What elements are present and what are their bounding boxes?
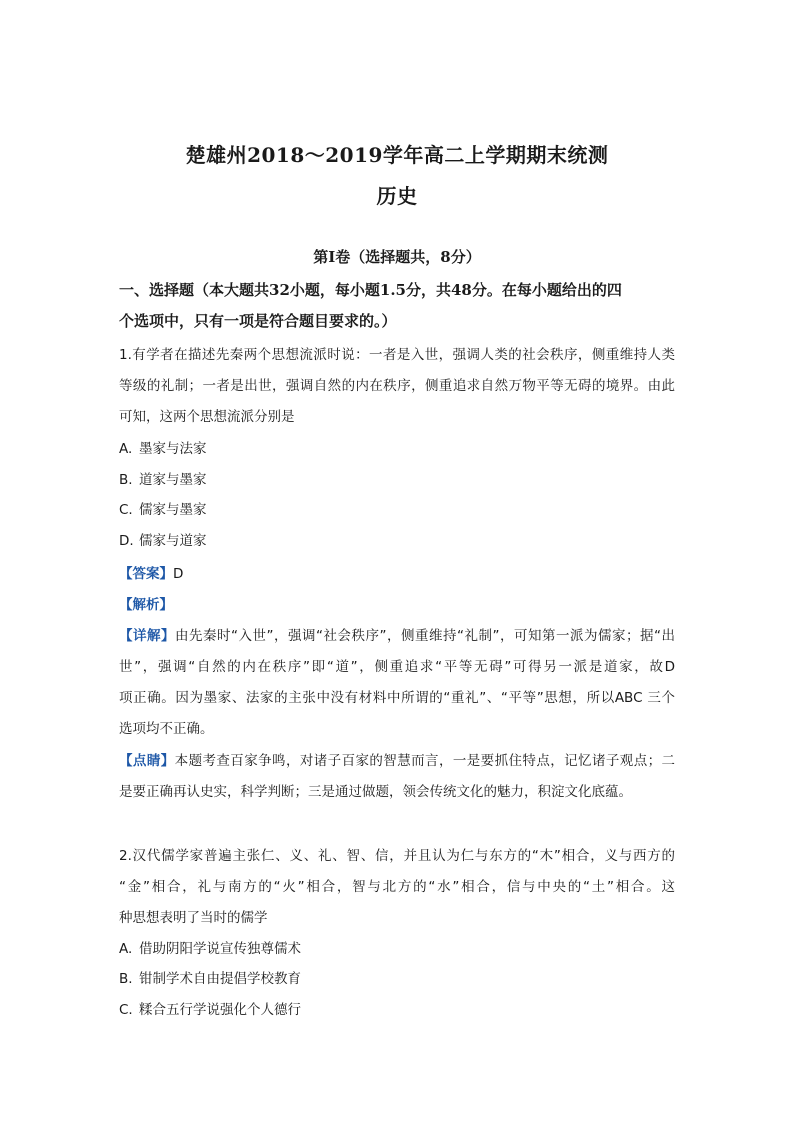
option-key: A. [119, 441, 133, 457]
q1-detail-line: 项正确。因为墨家、法家的主张中没有材料中所谓的“重礼”、“平等”思想，所以ABC 三个 [119, 690, 675, 706]
option-key: A. [119, 941, 133, 957]
q1-option-d [119, 529, 207, 549]
section-title: 第Ⅰ卷（选择题共，8分） [313, 248, 481, 266]
subject-title: 历史 [376, 184, 418, 208]
q1-comment-line: 是要正确再认史实，科学判断；三是通过做题，领会传统文化的魅力，积淀文化底蕴。 [119, 784, 632, 800]
option-text: 糅合五行学说强化个人德行 [139, 1002, 301, 1018]
instruction-line: 个选项中，只有一项是符合题目要求的。） [119, 312, 397, 330]
q1-stem-line: 1.有学者在描述先秦两个思想流派时说：一者是入世，强调人类的社会秩序，侧重维持人类 [119, 347, 675, 363]
q2-option-a [119, 937, 301, 957]
q1-option-b [119, 468, 207, 488]
document-title: 楚雄州2018～2019学年高二上学期期末统测 [185, 143, 609, 167]
answer-value: D [173, 566, 184, 582]
q1-comment-line [119, 749, 675, 769]
q1-answer [119, 562, 183, 582]
option-key: B. [119, 971, 133, 987]
q2-stem-line: “金”相合，礼与南方的“火”相合，智与北方的“水”相合，信与中央的“土”相合。这 [119, 879, 675, 895]
option-key: C. [119, 502, 133, 518]
option-key: D. [119, 533, 134, 549]
q2-option-c [119, 998, 301, 1018]
instruction-line: 一、选择题（本大题共32小题，每小题1.5分，共48分。在每小题给出的四 [119, 281, 622, 299]
answer-tag: 【答案】 [119, 566, 173, 582]
analysis-tag: 【解析】 [119, 597, 173, 613]
q1-option-c [119, 498, 207, 518]
option-text: 钳制学术自由提倡学校教育 [139, 971, 301, 987]
option-text: 墨家与法家 [139, 441, 207, 457]
q1-option-a [119, 437, 207, 457]
q1-stem-line: 可知，这两个思想流派分别是 [119, 409, 295, 425]
option-text: 借助阴阳学说宣传独尊儒术 [139, 941, 301, 957]
q2-option-b [119, 967, 301, 987]
q1-analysis [119, 593, 173, 613]
option-text: 道家与墨家 [139, 472, 207, 488]
q1-detail-line: 选项均不正确。 [119, 721, 214, 737]
q2-stem-line: 种思想表明了当时的儒学 [119, 910, 268, 926]
q1-stem-line: 等级的礼制；一者是出世，强调自然的内在秩序，侧重追求自然万物平等无碍的境界。由此 [119, 378, 675, 394]
detail-text: 由先秦时“入世”，强调“社会秩序”，侧重维持“礼制”，可知第一派为儒家；据“出 [175, 628, 676, 644]
option-text: 儒家与道家 [139, 533, 207, 549]
option-text: 儒家与墨家 [139, 502, 207, 518]
section-instruction [119, 275, 679, 337]
comment-tag: 【点睛】 [119, 753, 175, 769]
q2-stem-line: 2.汉代儒学家普遍主张仁、义、礼、智、信，并且认为仁与东方的“木”相合，义与西方的 [119, 848, 675, 864]
detail-tag: 【详解】 [119, 628, 176, 644]
option-key: B. [119, 472, 133, 488]
q1-detail-line [119, 624, 675, 644]
comment-text: 本题考查百家争鸣，对诸子百家的智慧而言，一是要抓住特点，记忆诸子观点；二 [174, 753, 676, 769]
option-key: C. [119, 1002, 133, 1018]
q1-detail-line: 世”，强调“自然的内在秩序”即“道”，侧重追求“平等无碍”可得另一派是道家，故D [119, 659, 675, 675]
